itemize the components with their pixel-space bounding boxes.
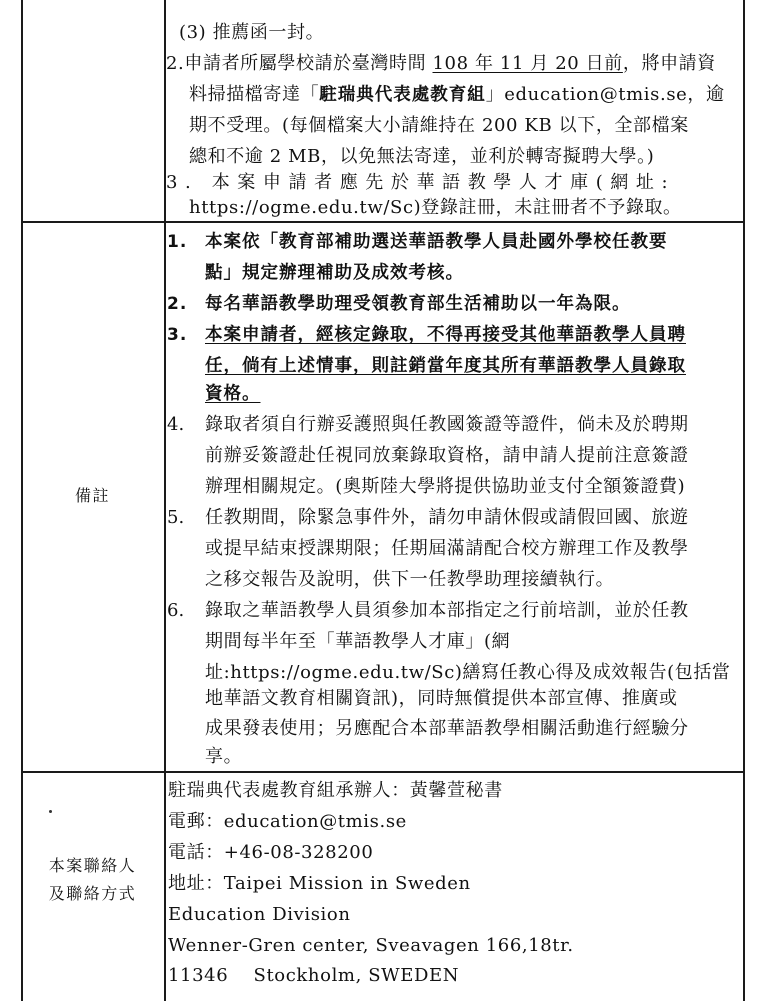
note-6-line-2: 期間每半年至「華語教學人才庫」(網 (205, 631, 511, 652)
requirement-item-3-line-2: https://ogme.edu.tw/Sc)登錄註冊，未註冊者不予錄取。 (189, 197, 682, 218)
row-divider-1 (21, 221, 745, 223)
note-2-line-1: 每名華語教學助理受領教育部生活補助以一年為限。 (205, 294, 631, 314)
note-1-line-1: 本案依「教育部補助選送華語教學人員赴國外學校任教要 (205, 232, 668, 252)
note-1-line-2: 點」規定辦理補助及成效考核。 (205, 263, 464, 283)
note-number-6: 6. (167, 600, 185, 621)
note-3-line-2: 任，倘有上述情事，則註銷當年度其所有華語教學人員錄取 (205, 356, 686, 376)
contact-address-line-1: 地址：Taipei Mission in Sweden (168, 873, 471, 894)
note-6-line-3: 址:https://ogme.edu.tw/Sc)繕寫任教心得及成效報告(包括當 (205, 662, 731, 683)
contact-person: 駐瑞典代表處教育組承辦人：黃馨萱秘書 (168, 780, 503, 801)
note-number-5: 5. (167, 507, 185, 528)
note-6-line-5: 成果發表使用；另應配合本部華語教學相關活動進行經驗分 (205, 718, 689, 739)
contact-email: 電郵：education@tmis.se (168, 811, 407, 832)
contact-label-line-2: 及聯絡方式 (48, 884, 137, 903)
note-3-line-3: 資格。 (205, 384, 261, 404)
note-5-line-2: 或提早結束授課期限；任期屆滿請配合校方辦理工作及教學 (205, 538, 689, 559)
note-4-line-1: 錄取者須自行辦妥護照與任教國簽證等證件，倘未及於聘期 (205, 414, 689, 435)
scan-speck (49, 810, 52, 813)
note-6-line-6: 享。 (205, 746, 243, 767)
note-4-line-3: 辦理相關規定。(奧斯陸大學將提供協助並支付全額簽證費) (205, 476, 686, 497)
note-5-line-3: 之移交報告及說明，供下一任教學助理接續執行。 (205, 569, 615, 590)
note-6-line-4: 地華語文教育相關資訊)，同時無償提供本部宣傳、推廣或 (205, 688, 678, 709)
note-3-line-1: 本案申請者，經核定錄取，不得再接受其他華語教學人員聘 (205, 325, 686, 345)
note-6-line-1: 錄取之華語教學人員須參加本部指定之行前培訓，並於任教 (205, 600, 689, 621)
note-number-3: 3. (167, 325, 188, 345)
table-border-right (743, 0, 745, 1001)
contact-address-line-3: Wenner-Gren center, Sveavagen 166,18tr. (168, 935, 574, 956)
notes-label: 備註 (74, 486, 110, 505)
contact-address-line-4: 11346 Stockholm, SWEDEN (168, 965, 460, 986)
requirement-item-recommendation: (3) 推薦函一封。 (179, 22, 325, 43)
note-number-4: 4. (167, 414, 185, 435)
row-divider-2 (21, 771, 745, 773)
table-column-divider (164, 0, 166, 1001)
office-name: 駐瑞典代表處教育組 (319, 85, 486, 105)
deadline-date: 108 年 11 月 20 日前 (432, 53, 623, 74)
contact-address-line-2: Education Division (168, 904, 351, 925)
requirement-item-2-line-3: 期不受理。(每個檔案大小請維持在 200 KB 以下，全部檔案 (189, 115, 689, 136)
requirement-item-2-line-1: 2.申請者所屬學校請於臺灣時間 108 年 11 月 20 日前，將申請資 (166, 53, 716, 74)
contact-label-line-1: 本案聯絡人 (48, 856, 137, 875)
note-number-2: 2. (167, 294, 188, 314)
note-number-1: 1. (167, 232, 188, 252)
requirement-item-2-line-4: 總和不逾 2 MB，以免無法寄達，並利於轉寄擬聘大學。) (189, 146, 655, 167)
note-5-line-1: 任教期間，除緊急事件外，請勿申請休假或請假回國、旅遊 (205, 507, 689, 528)
contact-phone: 電話：+46-08-328200 (168, 842, 374, 863)
requirement-item-3-line-1: 3. 本案申請者應先於華語教學人才庫(網址: (166, 172, 676, 193)
requirement-item-2-line-2: 料掃描檔寄達「駐瑞典代表處教育組」education@tmis.se，逾 (189, 84, 725, 105)
note-4-line-2: 前辦妥簽證赴任視同放棄錄取資格，請申請人提前注意簽證 (205, 445, 689, 466)
